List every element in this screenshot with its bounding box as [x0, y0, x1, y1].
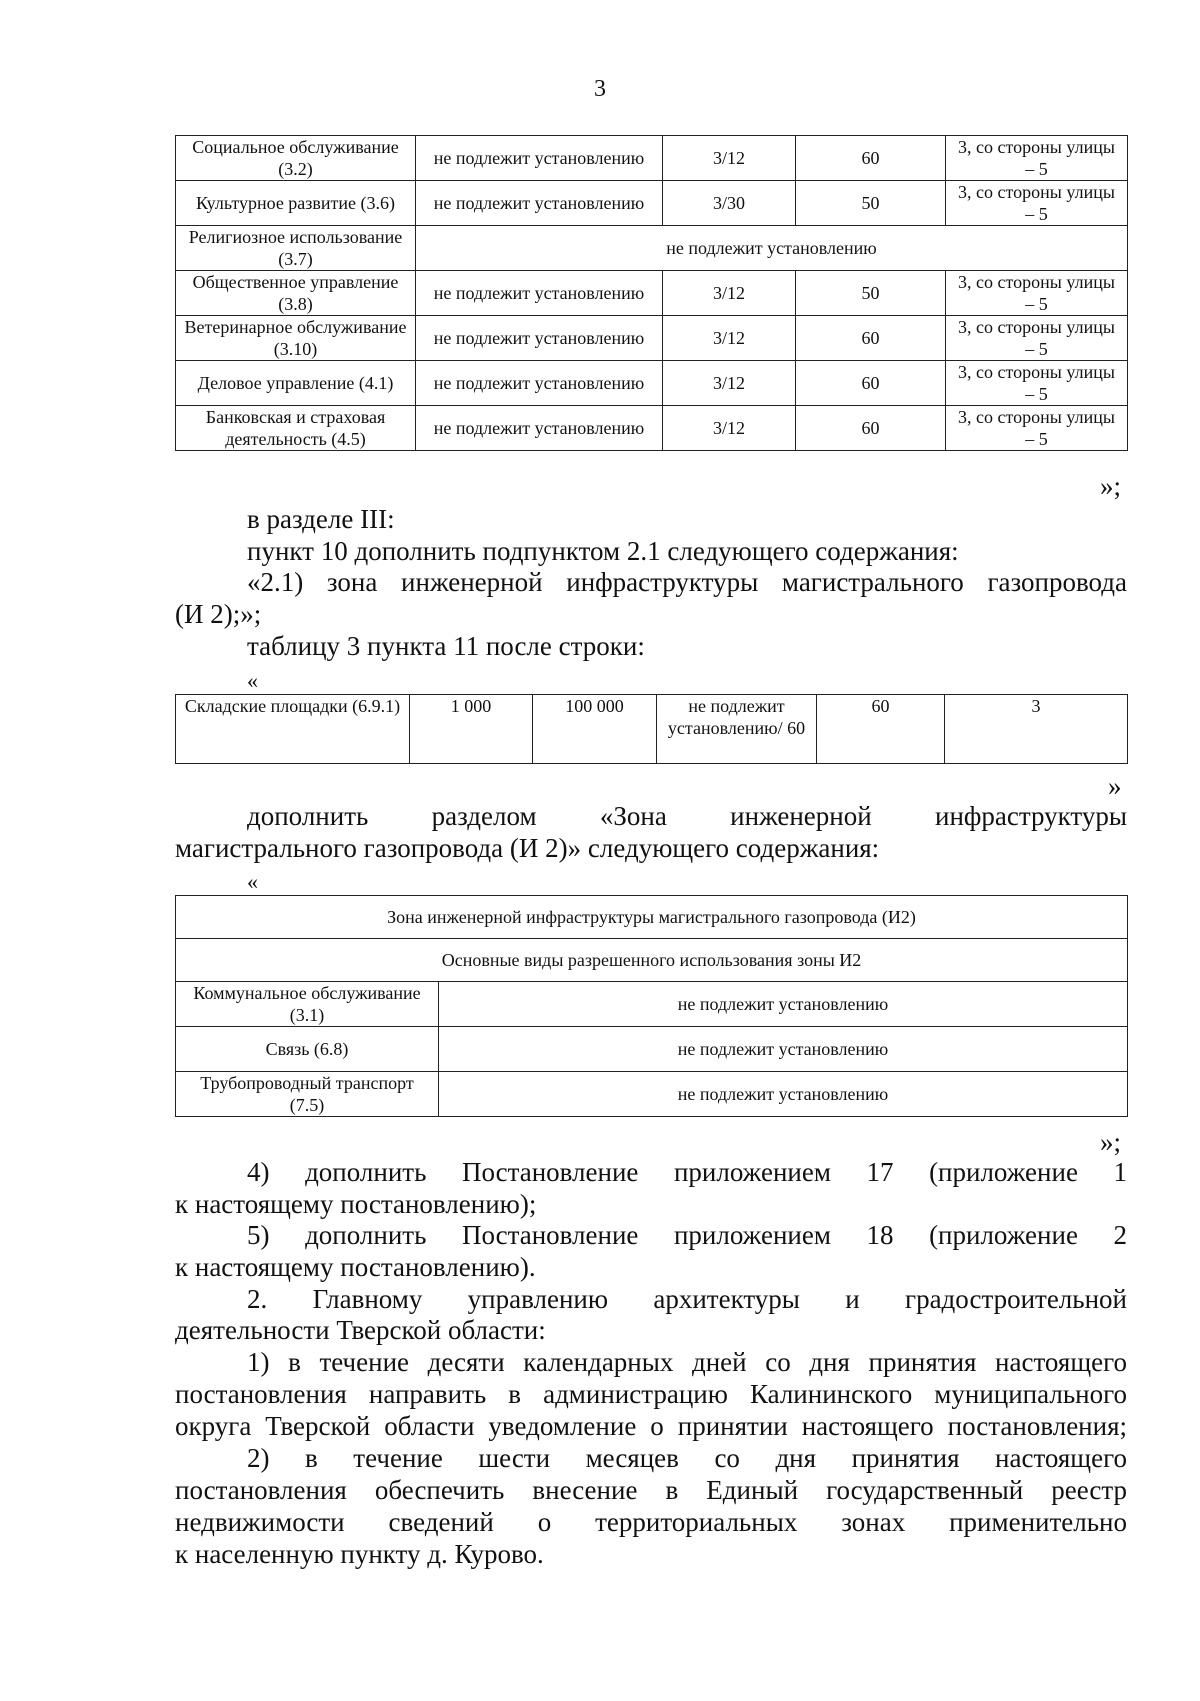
use-type-cell: Культурное развитие (3.6): [176, 181, 416, 226]
use-type-cell: Трубопроводный транспорт (7.5): [176, 1072, 439, 1117]
paragraph-line: постановления обеспечить внесение в Единый государственный реестр: [175, 1475, 1127, 1505]
table-cell: не подлежит установлению: [416, 136, 663, 181]
table-cell: 3, со стороны улицы – 5: [946, 271, 1128, 316]
paragraph-line: 2. Главному управлению архитектуры и градостроительной: [247, 1284, 1127, 1314]
merged-cell: не подлежит установлению: [416, 226, 1128, 271]
table-cell: 60: [796, 406, 946, 451]
paragraph-line: таблицу 3 пункта 11 после строки:: [247, 631, 645, 661]
table-cell: 3, со стороны улицы – 5: [946, 181, 1128, 226]
use-type-cell: Коммунальное обслуживание (3.1): [176, 982, 439, 1027]
table-title: Зона инженерной инфраструктуры магистрального газопровода (И2): [176, 896, 1128, 939]
table-cell: не подлежит установлению: [416, 271, 663, 316]
paragraph-line: недвижимости сведений о территориальных зонах применительно: [175, 1507, 1127, 1537]
table-cell: 50: [796, 181, 946, 226]
paragraph-line: 2) в течение шести месяцев со дня принятия настоящего: [247, 1443, 1127, 1473]
table-row: [176, 982, 1128, 1027]
use-type-cell: Складские площадки (6.9.1): [176, 695, 410, 764]
table-cell: 50: [796, 271, 946, 316]
table-cell: 3/12: [663, 406, 796, 451]
opening-quote: «: [247, 668, 258, 693]
paragraph-line: постановления направить в администрацию Калининского муниципального: [175, 1379, 1127, 1409]
use-type-cell: Социальное обслуживание (3.2): [176, 136, 416, 181]
table-row: [176, 316, 1128, 361]
table-cell: не подлежит установлению: [416, 361, 663, 406]
table-row: [176, 181, 1128, 226]
table-cell: 1 000: [410, 695, 533, 764]
paragraph-line: 1) в течение десяти календарных дней со дня принятия настоящего: [247, 1347, 1127, 1377]
table-cell: не подлежит установлению: [439, 982, 1128, 1027]
paragraph-line: округа Тверской области уведомление о принятии настоящего постановления;: [175, 1411, 1127, 1441]
table-cell: 100 000: [533, 695, 657, 764]
table-row: [176, 1027, 1128, 1072]
paragraph-line: 5) дополнить Постановление приложением 18 (приложение 2: [247, 1220, 1127, 1250]
zone-parameters-table: [175, 135, 1128, 451]
table-cell: не подлежит установлению/ 60: [657, 695, 817, 764]
table-subtitle: Основные виды разрешенного использования зоны И2: [176, 939, 1128, 982]
table-cell: не подлежит установлению: [439, 1072, 1128, 1117]
table-row: [176, 695, 1128, 764]
paragraph-line: (И 2);»;: [175, 599, 262, 629]
table-row: [176, 271, 1128, 316]
use-type-cell: Связь (6.8): [176, 1027, 439, 1072]
paragraph-line: дополнить разделом «Зона инженерной инфраструктуры: [247, 801, 1127, 831]
table-cell: не подлежит установлению: [416, 181, 663, 226]
zone-i2-table: [175, 895, 1128, 1117]
table-cell: 60: [796, 361, 946, 406]
table-row: [176, 1072, 1128, 1117]
table-cell: не подлежит установлению: [416, 316, 663, 361]
paragraph-line: к населенную пункту д. Курово.: [175, 1539, 544, 1569]
table-row: [176, 226, 1128, 271]
table-subtitle-row: [176, 939, 1128, 982]
table-title-row: [176, 896, 1128, 939]
use-type-cell: Общественное управление (3.8): [176, 271, 416, 316]
table-cell: 3/12: [663, 316, 796, 361]
paragraph-line: «2.1) зона инженерной инфраструктуры магистрального газопровода: [247, 567, 1127, 597]
closing-quote: »: [1108, 771, 1122, 801]
page-number: 3: [594, 76, 606, 102]
paragraph-line: деятельности Тверской области:: [175, 1315, 546, 1345]
closing-quote: »;: [1100, 471, 1122, 501]
table-cell: 60: [796, 316, 946, 361]
table-cell: 3/30: [663, 181, 796, 226]
table-cell: 3/12: [663, 361, 796, 406]
use-type-cell: Религиозное использование (3.7): [176, 226, 416, 271]
table-cell: не подлежит установлению: [416, 406, 663, 451]
paragraph-line: пункт 10 дополнить подпунктом 2.1 следующего содержания:: [247, 536, 959, 566]
table-cell: не подлежит установлению: [439, 1027, 1128, 1072]
table-cell: 3, со стороны улицы – 5: [946, 316, 1128, 361]
use-type-cell: Ветеринарное обслуживание (3.10): [176, 316, 416, 361]
use-type-cell: Деловое управление (4.1): [176, 361, 416, 406]
table-cell: 3, со стороны улицы – 5: [946, 361, 1128, 406]
paragraph-line: 4) дополнить Постановление приложением 17 (приложение 1: [247, 1157, 1127, 1187]
closing-quote: »;: [1100, 1127, 1122, 1157]
table-cell: 3, со стороны улицы – 5: [946, 136, 1128, 181]
use-type-cell: Банковская и страховая деятельность (4.5): [176, 406, 416, 451]
table-cell: 3, со стороны улицы – 5: [946, 406, 1128, 451]
opening-quote: «: [247, 869, 258, 894]
table-cell: 3/12: [663, 271, 796, 316]
table-cell: 60: [796, 136, 946, 181]
table-cell: 3/12: [663, 136, 796, 181]
paragraph-line: к настоящему постановлению).: [175, 1252, 536, 1282]
table-row: [176, 361, 1128, 406]
paragraph-line: к настоящему постановлению);: [175, 1189, 537, 1219]
table-row: [176, 136, 1128, 181]
paragraph-line: магистрального газопровода (И 2)» следующего содержания:: [175, 833, 880, 863]
table-row: [176, 406, 1128, 451]
table-cell: 3: [945, 695, 1128, 764]
table-cell: 60: [817, 695, 945, 764]
paragraph-line: в разделе III:: [247, 504, 395, 534]
warehouse-table: [175, 694, 1128, 764]
